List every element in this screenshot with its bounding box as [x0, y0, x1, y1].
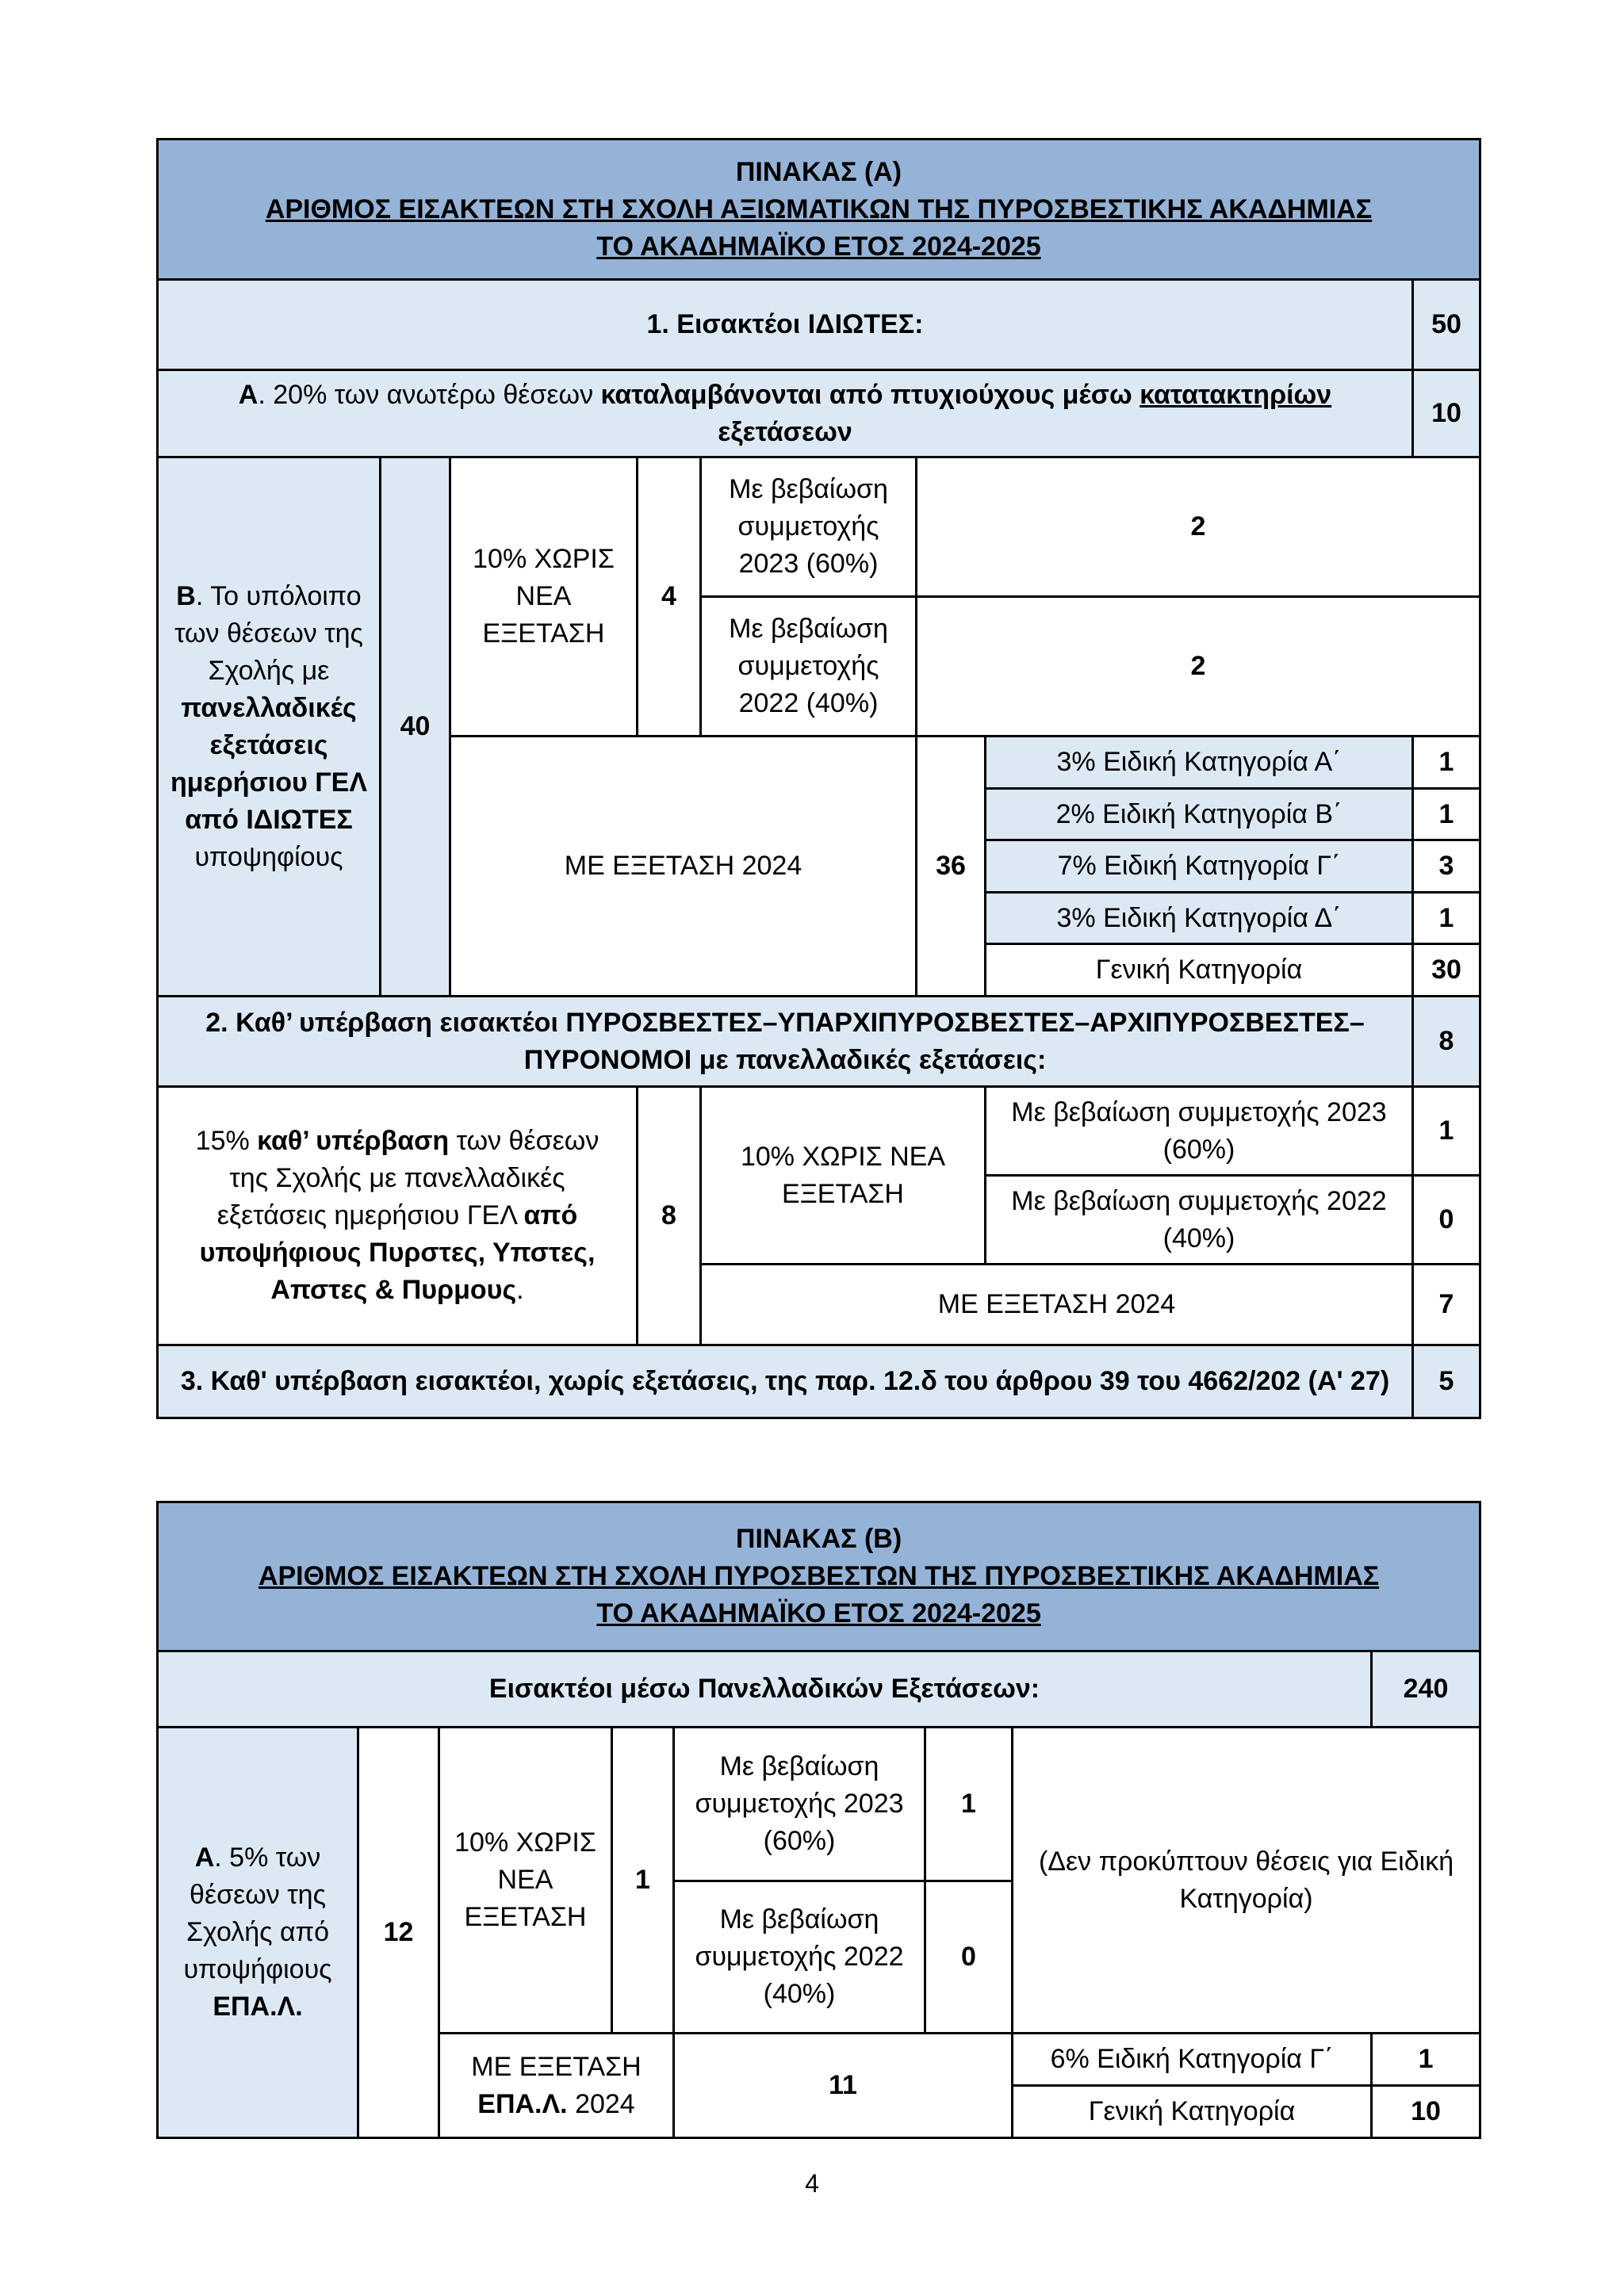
section-2-cert-2023-label: Με βεβαίωση συμμετοχής 2023 (60%) — [986, 1087, 1413, 1176]
section-2-value: 8 — [1413, 997, 1480, 1087]
section-2-exam-label: ΜΕ ΕΞΕΤΑΣΗ 2024 — [701, 1265, 1413, 1345]
table-b-year: ΤΟ ΑΚΑΔΗΜΑΪΚΟ ΕΤΟΣ 2024-2025 — [596, 1598, 1041, 1628]
category-value: 1 — [1413, 737, 1480, 789]
section-a-text: . 5% των θέσεων της Σχολής από υποψήφιους — [183, 1843, 332, 1984]
section-2-count: 8 — [638, 1087, 701, 1345]
section-b-value: 40 — [381, 457, 450, 997]
category-value: 3 — [1413, 840, 1480, 893]
category-label: 6% Ειδική Κατηγορία Γ΄ — [1013, 2034, 1372, 2086]
cert-2023-value: 1 — [925, 1728, 1013, 1881]
section-2-bold: από υποψήφιους Πυρστες, Υπστες, Απστες & Πυρμους — [199, 1200, 596, 1305]
section-a-prefix: Α — [238, 379, 259, 410]
section-a-bold: καταλαμβάνονται από πτυχιούχους μέσω — [600, 379, 1140, 410]
exam-2024-value: 11 — [674, 2034, 1013, 2138]
table-a-year: ΤΟ ΑΚΑΔΗΜΑΪΚΟ ΕΤΟΣ 2024-2025 — [596, 231, 1041, 262]
no-exam-label: 10% ΧΩΡΙΣ ΝΕΑ ΕΞΕΤΑΣΗ — [439, 1728, 612, 2034]
category-label: 2% Ειδική Κατηγορία Β΄ — [986, 789, 1413, 840]
section-a-label — [158, 370, 1413, 457]
table-b-title: ΠΙΝΑΚΑΣ (Β) — [735, 1524, 902, 1554]
section-3-label: 3. Καθ' υπέρβαση εισακτέοι, χωρίς εξετάσεις, της παρ. 12.δ του άρθρου 39 του 4662/202 (Α' 27) — [158, 1345, 1413, 1418]
cert-2023-value: 2 — [917, 457, 1480, 597]
table-a-title: ΠΙΝΑΚΑΣ (Α) — [735, 156, 902, 187]
section-2-text: 15% — [195, 1126, 258, 1156]
section-a-label — [158, 1728, 358, 2138]
section-a-prefix: Α — [194, 1843, 215, 1873]
total-value: 240 — [1372, 1651, 1480, 1728]
cert-2022-value: 2 — [917, 597, 1480, 737]
category-label: Γενική Κατηγορία — [986, 944, 1413, 997]
category-value: 1 — [1413, 789, 1480, 840]
section-b-prefix: Β — [176, 580, 196, 611]
category-value: 10 — [1372, 2086, 1480, 2138]
section-a-bold: ΕΠΑ.Λ. — [213, 1992, 303, 2022]
exam-2024-value: 36 — [917, 737, 986, 997]
no-exam-label: 10% ΧΩΡΙΣ ΝΕΑ ΕΞΕΤΑΣΗ — [450, 457, 638, 737]
table-a — [156, 138, 1481, 1419]
section-1-label: 1. Εισακτέοι ΙΔΙΩΤΕΣ: — [158, 280, 1413, 370]
total-label: Εισακτέοι μέσω Πανελλαδικών Εξετάσεων: — [158, 1651, 1372, 1728]
section-2-exam-value: 7 — [1413, 1265, 1480, 1345]
category-value: 30 — [1413, 944, 1480, 997]
section-a-text: . 20% των ανωτέρω θέσεων — [258, 379, 601, 410]
table-b-heading: ΑΡΙΘΜΟΣ ΕΙΣΑΚΤΕΩΝ ΣΤΗ ΣΧΟΛΗ ΠΥΡΟΣΒΕΣΤΩΝ ΤΗΣ ΠΥΡΟΣΒΕΣΤΙΚΗΣ ΑΚΑΔΗΜΙΑΣ — [258, 1561, 1380, 1591]
section-2-no-exam-label: 10% ΧΩΡΙΣ ΝΕΑ ΕΞΕΤΑΣΗ — [701, 1087, 986, 1265]
exam-2024-text: ΜΕ ΕΞΕΤΑΣΗ — [471, 2051, 642, 2082]
section-b-text-end: υποψηφίους — [194, 841, 343, 872]
no-exam-value: 1 — [612, 1728, 674, 2034]
section-2-cert-2023-value: 1 — [1413, 1087, 1480, 1176]
section-a-value: 12 — [358, 1728, 439, 2138]
section-b-bold: πανελλαδικές εξετάσεις ημερήσιου ΓΕΛ από ΙΔΙΩΤΕΣ — [170, 692, 367, 835]
section-3-value: 5 — [1413, 1345, 1480, 1418]
section-2-label: 2. Καθ’ υπέρβαση εισακτέοι ΠΥΡΟΣΒΕΣΤΕΣ–ΥΠΑΡΧΙΠΥΡΟΣΒΕΣΤΕΣ–ΑΡΧΙΠΥΡΟΣΒΕΣΤΕΣ–ΠΥΡΟΝΟΜΟΙ με πανελλαδικές εξετάσεις: — [158, 997, 1413, 1087]
section-b-label — [158, 457, 381, 997]
section-2-bold: καθ’ υπέρβαση — [257, 1126, 450, 1156]
section-a-underline: κατατακτηρίων — [1139, 379, 1332, 410]
category-value: 1 — [1413, 893, 1480, 944]
table-a-heading: ΑΡΙΘΜΟΣ ΕΙΣΑΚΤΕΩΝ ΣΤΗ ΣΧΟΛΗ ΑΞΙΩΜΑΤΙΚΩΝ ΤΗΣ ΠΥΡΟΣΒΕΣΤΙΚΗΣ ΑΚΑΔΗΜΙΑΣ — [265, 193, 1373, 224]
cert-2022-value: 0 — [925, 1881, 1013, 2034]
table-b-header — [158, 1502, 1480, 1651]
cert-2022-label: Με βεβαίωση συμμετοχής 2022 (40%) — [701, 597, 917, 737]
cert-2023-label: Με βεβαίωση συμμετοχής 2023 (60%) — [674, 1728, 925, 1881]
category-label: Γενική Κατηγορία — [1013, 2086, 1372, 2138]
page-number: 4 — [805, 2169, 819, 2198]
section-2-cert-2022-label: Με βεβαίωση συμμετοχής 2022 (40%) — [986, 1176, 1413, 1265]
category-label: 3% Ειδική Κατηγορία Α΄ — [986, 737, 1413, 789]
category-label: 7% Ειδική Κατηγορία Γ΄ — [986, 840, 1413, 893]
category-value: 1 — [1372, 2034, 1480, 2086]
section-a-value: 10 — [1413, 370, 1480, 457]
exam-2024-bold: ΕΠΑ.Λ. — [477, 2088, 568, 2119]
category-label: 3% Ειδική Κατηγορία Δ΄ — [986, 893, 1413, 944]
section-a-end: εξετάσεων — [718, 416, 852, 447]
section-2-cert-2022-value: 0 — [1413, 1176, 1480, 1265]
section-2-description — [158, 1087, 638, 1345]
section-2-text: των θέσεων της Σχολής με πανελλαδικές εξετάσεις ημερήσιου ΓΕΛ — [216, 1126, 599, 1230]
exam-2024-label — [439, 2034, 674, 2138]
cert-2022-label: Με βεβαίωση συμμετοχής 2022 (40%) — [674, 1881, 925, 2034]
table-b — [156, 1501, 1481, 2139]
cert-2023-label: Με βεβαίωση συμμετοχής 2023 (60%) — [701, 457, 917, 597]
exam-2024-text: 2024 — [567, 2088, 635, 2119]
exam-2024-label: ΜΕ ΕΞΕΤΑΣΗ 2024 — [450, 737, 917, 997]
no-exam-value: 4 — [638, 457, 701, 737]
section-1-value: 50 — [1413, 280, 1480, 370]
special-category-note: (Δεν προκύπτουν θέσεις για Ειδική Κατηγορία) — [1013, 1728, 1480, 2034]
section-b-text: . Το υπόλοιπο των θέσεων της Σχολής με — [174, 580, 363, 686]
section-2-text: . — [516, 1275, 524, 1305]
table-a-header — [158, 140, 1480, 280]
